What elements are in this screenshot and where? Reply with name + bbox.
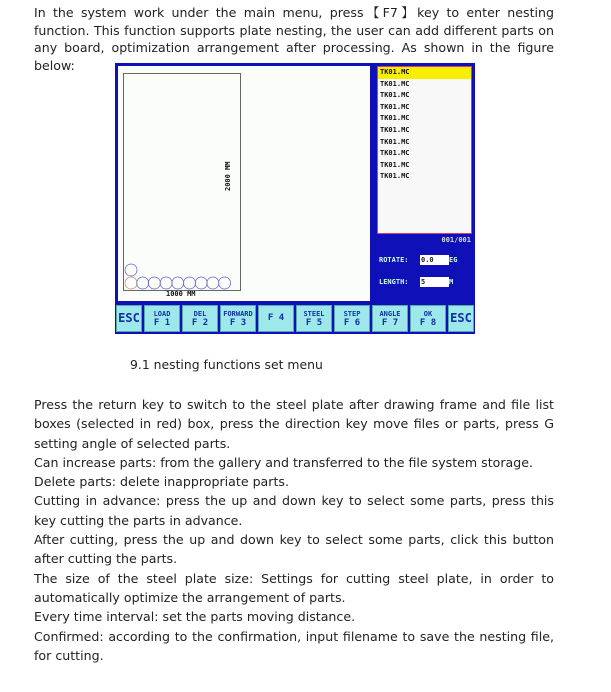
forward-button[interactable] <box>220 305 256 332</box>
step-button[interactable] <box>334 305 370 332</box>
button-key: F 4 <box>267 313 285 323</box>
esc-button[interactable] <box>116 305 142 332</box>
load-button[interactable] <box>144 305 180 332</box>
parts-circles <box>118 66 370 301</box>
part-circle <box>137 277 149 289</box>
button-key: F 1 <box>153 317 171 328</box>
button-label: FORWARD <box>223 309 253 318</box>
paragraph: After cutting, press the up and down key to select some parts, click this button after cutting the parts. <box>34 532 554 567</box>
button-key: F 5 <box>305 317 323 328</box>
paragraph: The size of the steel plate size: Settings for cutting steel plate, in order to automatically optimize the arrangement of parts. <box>34 570 554 605</box>
figure-caption: 9.1 nesting functions set menu <box>130 357 323 372</box>
steel-button[interactable] <box>296 305 332 332</box>
esc-button[interactable] <box>448 305 474 332</box>
file-list-item[interactable]: TK01.MC <box>380 125 410 134</box>
button-label: ANGLE <box>379 309 401 318</box>
paragraph: Every time interval: set the parts moving distance. <box>34 609 356 625</box>
button-key: F 8 <box>419 317 437 328</box>
paragraph: Can increase parts: from the gallery and transferred to the file system storage. <box>34 454 534 470</box>
button-label: ESC <box>118 311 140 325</box>
file-list-item[interactable]: TK01.MC <box>380 79 410 88</box>
rotate-unit: EG <box>449 256 458 264</box>
button-key: F 7 <box>381 317 399 328</box>
del-button[interactable] <box>182 305 218 332</box>
ok-button[interactable] <box>410 305 446 332</box>
intro-text: In the system work under the main menu, press【F7】key to enter nesting function. This function supports plate nesting, the user can add different parts on any board, optimization arrangement after processing. As shown in the figure below: <box>34 5 554 73</box>
file-list-item[interactable]: TK01.MC <box>380 91 410 100</box>
page-indicator: 001/001 <box>441 236 471 244</box>
button-label: ESC <box>450 311 472 325</box>
plate-width-label: 1000 MM <box>166 290 196 298</box>
button-key: F 3 <box>229 317 247 328</box>
file-list-item[interactable]: TK01.MC <box>380 114 410 123</box>
plate-height-label: 2000 MM <box>224 161 232 191</box>
file-list-item[interactable]: TK01.MC <box>380 172 410 181</box>
button-key: F 2 <box>191 317 209 328</box>
paragraph: Delete parts: delete inappropriate parts. <box>34 474 289 490</box>
file-list[interactable] <box>377 66 472 234</box>
part-circle <box>160 277 172 289</box>
function-key-bar <box>115 305 475 332</box>
file-list-item[interactable]: TK01.MC <box>380 137 410 146</box>
angle-button[interactable] <box>372 305 408 332</box>
paragraph: Press the return key to switch to the steel plate after drawing frame and file list boxes (selected in red) box, press the direction key move files or parts, press G setting angle of selected parts. <box>34 397 554 451</box>
button-label: STEP <box>343 309 361 318</box>
length-unit: M <box>449 278 454 286</box>
file-list-item[interactable]: TK01.MC <box>378 67 471 79</box>
part-circle <box>148 277 160 289</box>
part-circle <box>184 277 196 289</box>
file-list-item[interactable]: TK01.MC <box>380 160 410 169</box>
body-text <box>34 395 554 665</box>
nesting-screen <box>115 63 475 334</box>
button-label: OK <box>423 309 433 318</box>
button-label: LOAD <box>153 309 171 318</box>
button-label: DEL <box>193 309 207 318</box>
rotate-label: ROTATE: <box>379 256 409 264</box>
paragraph: Cutting in advance: press the up and down key to select some parts, press this key cutting the parts in advance. <box>34 493 554 528</box>
part-circle <box>195 277 207 289</box>
file-list-item[interactable]: TK01.MC <box>380 102 410 111</box>
part-circle <box>219 277 231 289</box>
part-circle <box>172 277 184 289</box>
part-circle <box>207 277 219 289</box>
file-list-item[interactable]: TK01.MC <box>380 149 410 158</box>
button-key: F 6 <box>343 317 361 328</box>
rotate-input[interactable]: 0.0 <box>420 255 449 265</box>
paragraph: Confirmed: according to the confirmation, input filename to save the nesting file, for cutting. <box>34 628 554 663</box>
nesting-canvas[interactable] <box>118 66 370 301</box>
length-input[interactable]: 5 <box>420 277 449 287</box>
f4-button[interactable] <box>258 305 294 332</box>
part-circle <box>125 277 137 289</box>
button-label: STEEL <box>303 309 325 318</box>
length-label: LENGTH: <box>379 278 409 286</box>
